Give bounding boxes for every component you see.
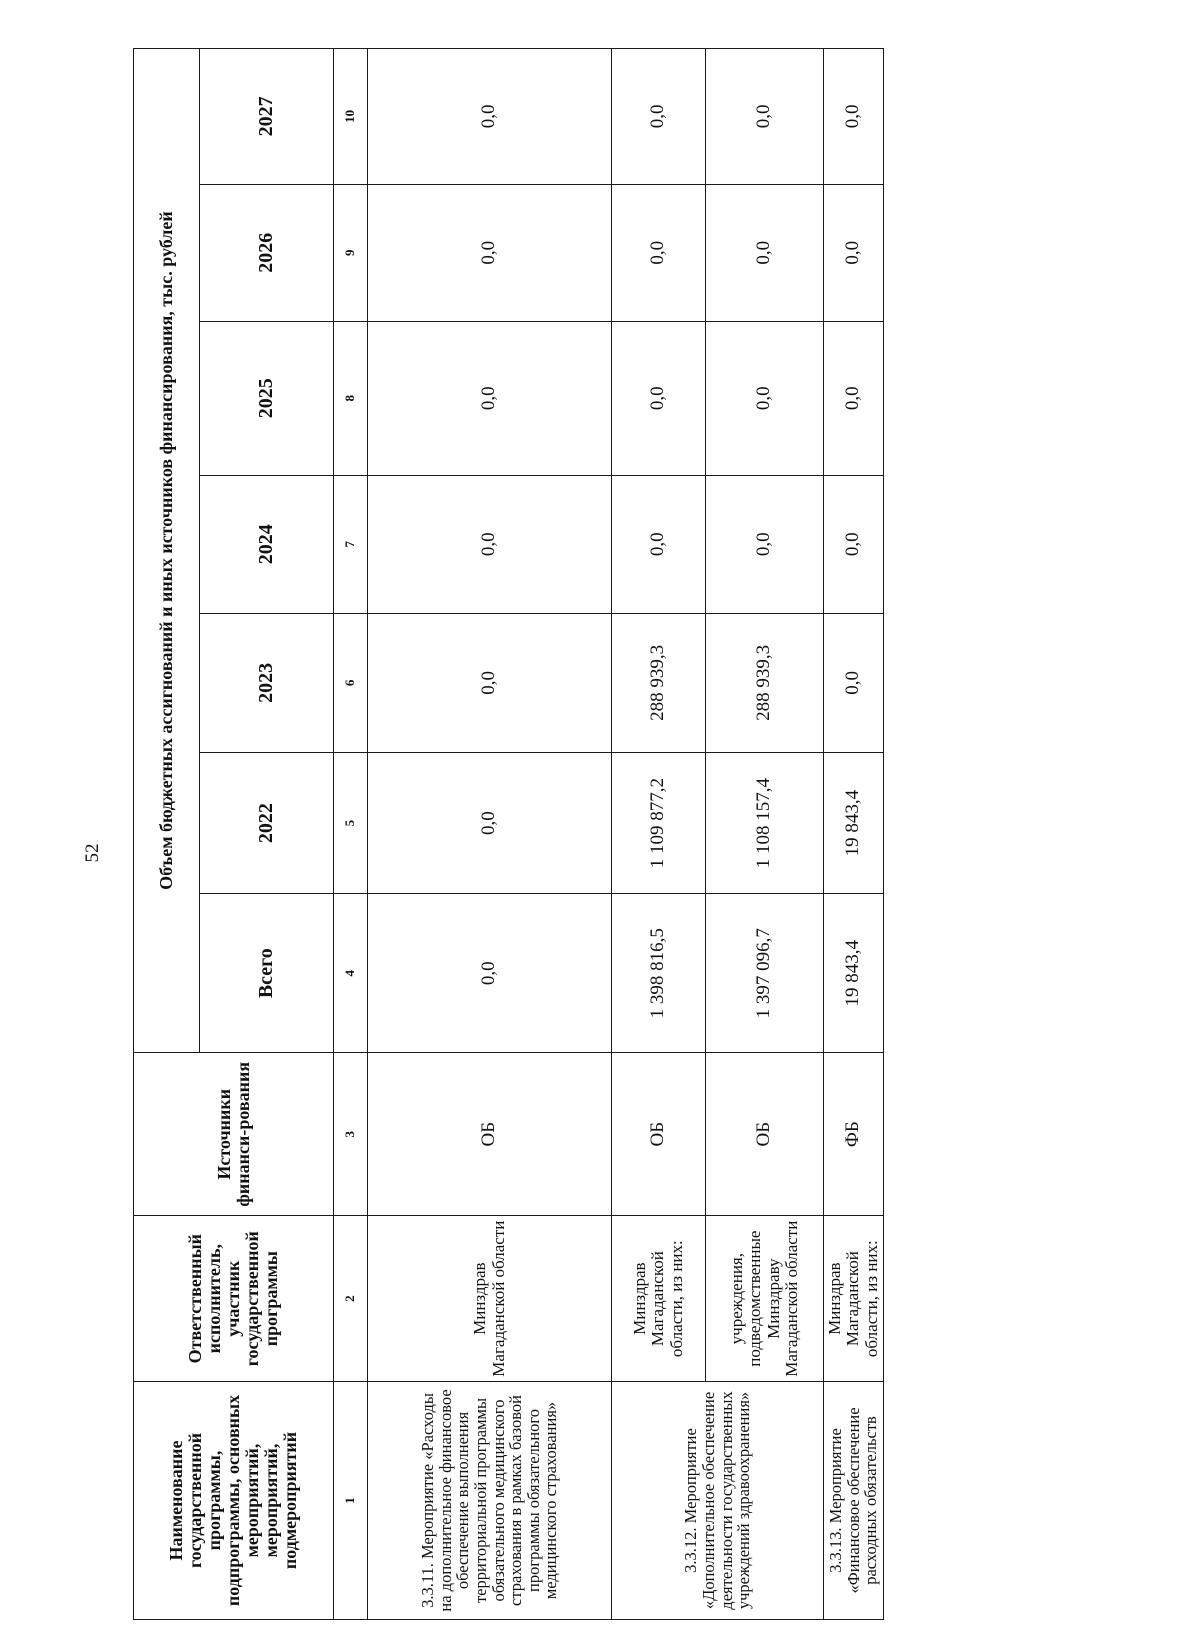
funding-table xyxy=(133,48,884,1620)
value-2023: 0,0 xyxy=(368,613,612,752)
value-2023: 288 939,3 xyxy=(706,613,824,752)
value-2026: 0,0 xyxy=(612,184,706,321)
header-year-2023: 2023 xyxy=(200,613,334,752)
column-number: 3 xyxy=(334,1053,368,1216)
value-2023: 0,0 xyxy=(824,613,884,752)
value-total: 1 397 096,7 xyxy=(706,894,824,1053)
header-year-2022: 2022 xyxy=(200,752,334,893)
column-numbers-row xyxy=(334,49,368,1620)
column-number: 9 xyxy=(334,184,368,321)
row-source: ОБ xyxy=(368,1053,612,1216)
header-name: Наименование государственной программы, подпрограммы, основных мероприятий, мероприятий, подмероприятий xyxy=(134,1381,334,1619)
value-2025: 0,0 xyxy=(824,321,884,475)
value-total: 0,0 xyxy=(368,894,612,1053)
value-2027: 0,0 xyxy=(612,49,706,185)
column-number: 8 xyxy=(334,321,368,475)
header-year-2026: 2026 xyxy=(200,184,334,321)
value-2023: 288 939,3 xyxy=(612,613,706,752)
row-executor: учреждения, подведомственные Минздраву Магаданской области xyxy=(706,1216,824,1382)
value-2027: 0,0 xyxy=(706,49,824,185)
value-2022: 1 108 157,4 xyxy=(706,752,824,893)
header-row-1 xyxy=(134,49,200,1620)
value-total: 19 843,4 xyxy=(824,894,884,1053)
value-2024: 0,0 xyxy=(612,475,706,613)
value-2026: 0,0 xyxy=(368,184,612,321)
column-number: 1 xyxy=(334,1381,368,1619)
header-year-2024: 2024 xyxy=(200,475,334,613)
column-number: 6 xyxy=(334,613,368,752)
table-row xyxy=(824,49,884,1620)
row-source: ОБ xyxy=(612,1053,706,1216)
row-source: ФБ xyxy=(824,1053,884,1216)
value-2027: 0,0 xyxy=(368,49,612,185)
value-2024: 0,0 xyxy=(368,475,612,613)
header-total: Всего xyxy=(200,894,334,1053)
page-number: 52 xyxy=(82,843,103,863)
column-number: 4 xyxy=(334,894,368,1053)
header-year-2025: 2025 xyxy=(200,321,334,475)
header-source: Источники финанси-рования xyxy=(134,1053,334,1216)
row-name: 3.3.11. Мероприятие «Расходы на дополнительное финансовое обеспечение выполнения территориальной программы обязательного медицинского страхования в рамках базовой программы обязательного медицинского страхования» xyxy=(368,1381,612,1619)
header-executor: Ответственный исполнитель, участник государственной программы xyxy=(134,1216,334,1382)
value-2022: 19 843,4 xyxy=(824,752,884,893)
column-number: 7 xyxy=(334,475,368,613)
value-2022: 1 109 877,2 xyxy=(612,752,706,893)
value-2024: 0,0 xyxy=(824,475,884,613)
value-2026: 0,0 xyxy=(824,184,884,321)
value-2025: 0,0 xyxy=(612,321,706,475)
table-row xyxy=(368,49,612,1620)
row-executor: Минздрав Магаданской области xyxy=(368,1216,612,1382)
value-2022: 0,0 xyxy=(368,752,612,893)
row-name: 3.3.12. Мероприятие «Дополнительное обеспечение деятельности государственных учреждений здравоохранения» xyxy=(612,1381,824,1619)
value-2026: 0,0 xyxy=(706,184,824,321)
row-name: 3.3.13. Мероприятие «Финансовое обеспечение расходных обязательств xyxy=(824,1381,884,1619)
row-source: ОБ xyxy=(706,1053,824,1216)
header-volume: Объем бюджетных ассигнований и иных источников финансирования, тыс. рублей xyxy=(134,49,200,1053)
row-executor: Минздрав Магаданской области, из них: xyxy=(612,1216,706,1382)
header-year-2027: 2027 xyxy=(200,49,334,185)
rotated-page-content xyxy=(133,48,883,1620)
column-number: 5 xyxy=(334,752,368,893)
column-number: 2 xyxy=(334,1216,368,1382)
value-2024: 0,0 xyxy=(706,475,824,613)
value-2027: 0,0 xyxy=(824,49,884,185)
table-row xyxy=(612,49,706,1620)
value-total: 1 398 816,5 xyxy=(612,894,706,1053)
value-2025: 0,0 xyxy=(368,321,612,475)
value-2025: 0,0 xyxy=(706,321,824,475)
row-executor: Минздрав Магаданской области, из них: xyxy=(824,1216,884,1382)
column-number: 10 xyxy=(334,49,368,185)
